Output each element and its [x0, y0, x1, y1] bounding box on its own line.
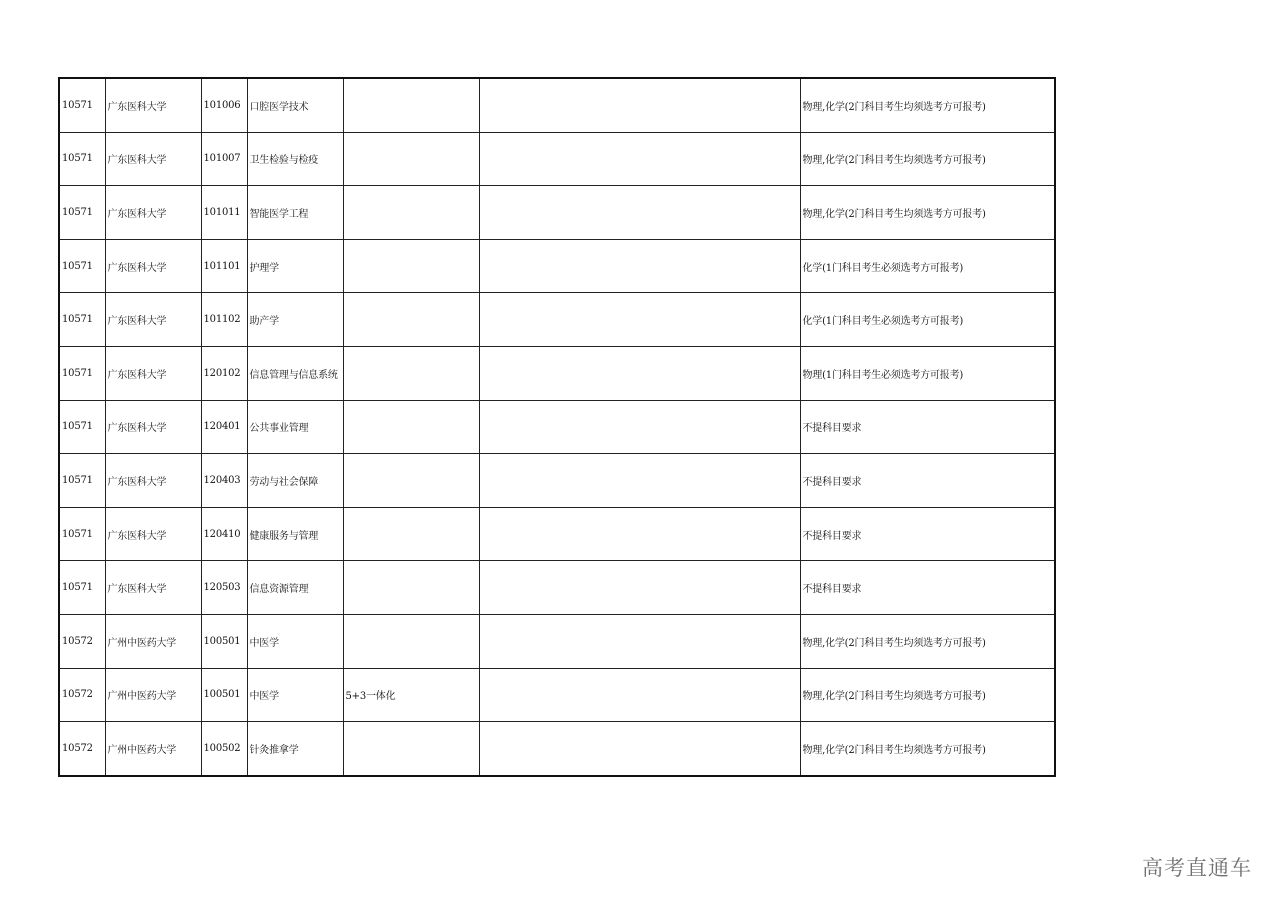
extra-cell	[479, 454, 800, 508]
subject-requirement-cell: 化学(1门科目考生必须选考方可报考)	[800, 239, 1055, 293]
school-name-cell: 广东医科大学	[105, 561, 201, 615]
subject-requirement-cell: 物理,化学(2门科目考生均须选考方可报考)	[800, 722, 1055, 776]
school-code-cell: 10572	[59, 722, 105, 776]
major-name-cell: 劳动与社会保障	[247, 454, 343, 508]
school-name-cell: 广东医科大学	[105, 507, 201, 561]
table-row	[59, 78, 1055, 132]
extra-cell	[479, 293, 800, 347]
subject-requirement-cell: 不提科目要求	[800, 561, 1055, 615]
major-code-cell: 100502	[201, 722, 247, 776]
subject-requirement-cell: 不提科目要求	[800, 400, 1055, 454]
extra-cell	[479, 722, 800, 776]
school-name-cell: 广州中医药大学	[105, 722, 201, 776]
school-name-cell: 广州中医药大学	[105, 614, 201, 668]
major-code-cell: 120401	[201, 400, 247, 454]
major-name-cell: 卫生检验与检疫	[247, 132, 343, 186]
note-cell	[343, 132, 479, 186]
major-code-cell: 120102	[201, 346, 247, 400]
school-code-cell: 10571	[59, 400, 105, 454]
subject-requirement-cell: 物理,化学(2门科目考生均须选考方可报考)	[800, 78, 1055, 132]
note-cell: 5+3一体化	[343, 668, 479, 722]
major-code-cell: 120503	[201, 561, 247, 615]
extra-cell	[479, 186, 800, 240]
table-row	[59, 561, 1055, 615]
major-name-cell: 信息管理与信息系统	[247, 346, 343, 400]
major-code-cell: 120410	[201, 507, 247, 561]
school-code-cell: 10571	[59, 132, 105, 186]
school-code-cell: 10572	[59, 668, 105, 722]
school-code-cell: 10571	[59, 293, 105, 347]
major-name-cell: 健康服务与管理	[247, 507, 343, 561]
major-name-cell: 中医学	[247, 668, 343, 722]
school-name-cell: 广东医科大学	[105, 346, 201, 400]
note-cell	[343, 454, 479, 508]
school-name-cell: 广东医科大学	[105, 293, 201, 347]
extra-cell	[479, 561, 800, 615]
table-row	[59, 454, 1055, 508]
subject-requirement-cell: 物理,化学(2门科目考生均须选考方可报考)	[800, 186, 1055, 240]
major-code-cell: 120403	[201, 454, 247, 508]
watermark-logo: 高考直通车	[1142, 856, 1252, 880]
school-name-cell: 广州中医药大学	[105, 668, 201, 722]
major-name-cell: 中医学	[247, 614, 343, 668]
major-name-cell: 智能医学工程	[247, 186, 343, 240]
extra-cell	[479, 400, 800, 454]
table-row	[59, 186, 1055, 240]
table-row	[59, 722, 1055, 776]
table-row	[59, 132, 1055, 186]
note-cell	[343, 239, 479, 293]
extra-cell	[479, 132, 800, 186]
subject-requirement-cell: 物理,化学(2门科目考生均须选考方可报考)	[800, 668, 1055, 722]
subject-requirement-cell: 物理,化学(2门科目考生均须选考方可报考)	[800, 132, 1055, 186]
table-row	[59, 400, 1055, 454]
major-name-cell: 护理学	[247, 239, 343, 293]
table-row	[59, 614, 1055, 668]
extra-cell	[479, 346, 800, 400]
major-code-cell: 100501	[201, 668, 247, 722]
table-row	[59, 239, 1055, 293]
note-cell	[343, 78, 479, 132]
school-code-cell: 10571	[59, 454, 105, 508]
table-body	[59, 78, 1055, 776]
school-code-cell: 10572	[59, 614, 105, 668]
school-name-cell: 广东医科大学	[105, 454, 201, 508]
extra-cell	[479, 507, 800, 561]
major-name-cell: 口腔医学技术	[247, 78, 343, 132]
major-code-cell: 101007	[201, 132, 247, 186]
extra-cell	[479, 614, 800, 668]
subject-requirement-cell: 不提科目要求	[800, 454, 1055, 508]
subject-requirement-cell: 物理,化学(2门科目考生均须选考方可报考)	[800, 614, 1055, 668]
school-name-cell: 广东医科大学	[105, 400, 201, 454]
note-cell	[343, 614, 479, 668]
extra-cell	[479, 668, 800, 722]
admission-requirements-table	[58, 77, 1056, 777]
school-code-cell: 10571	[59, 561, 105, 615]
school-code-cell: 10571	[59, 346, 105, 400]
major-name-cell: 公共事业管理	[247, 400, 343, 454]
major-name-cell: 针灸推拿学	[247, 722, 343, 776]
major-name-cell: 助产学	[247, 293, 343, 347]
table-row	[59, 668, 1055, 722]
note-cell	[343, 400, 479, 454]
subject-requirement-cell: 物理(1门科目考生必须选考方可报考)	[800, 346, 1055, 400]
note-cell	[343, 561, 479, 615]
subject-requirement-cell: 不提科目要求	[800, 507, 1055, 561]
major-code-cell: 101006	[201, 78, 247, 132]
note-cell	[343, 186, 479, 240]
school-name-cell: 广东医科大学	[105, 186, 201, 240]
major-code-cell: 101102	[201, 293, 247, 347]
school-code-cell: 10571	[59, 507, 105, 561]
extra-cell	[479, 239, 800, 293]
note-cell	[343, 722, 479, 776]
school-name-cell: 广东医科大学	[105, 78, 201, 132]
table-row	[59, 293, 1055, 347]
note-cell	[343, 346, 479, 400]
school-code-cell: 10571	[59, 239, 105, 293]
school-code-cell: 10571	[59, 186, 105, 240]
table-row	[59, 346, 1055, 400]
note-cell	[343, 293, 479, 347]
major-name-cell: 信息资源管理	[247, 561, 343, 615]
major-code-cell: 101011	[201, 186, 247, 240]
major-code-cell: 100501	[201, 614, 247, 668]
school-name-cell: 广东医科大学	[105, 132, 201, 186]
school-code-cell: 10571	[59, 78, 105, 132]
table-row	[59, 507, 1055, 561]
major-code-cell: 101101	[201, 239, 247, 293]
extra-cell	[479, 78, 800, 132]
note-cell	[343, 507, 479, 561]
subject-requirement-cell: 化学(1门科目考生必须选考方可报考)	[800, 293, 1055, 347]
school-name-cell: 广东医科大学	[105, 239, 201, 293]
